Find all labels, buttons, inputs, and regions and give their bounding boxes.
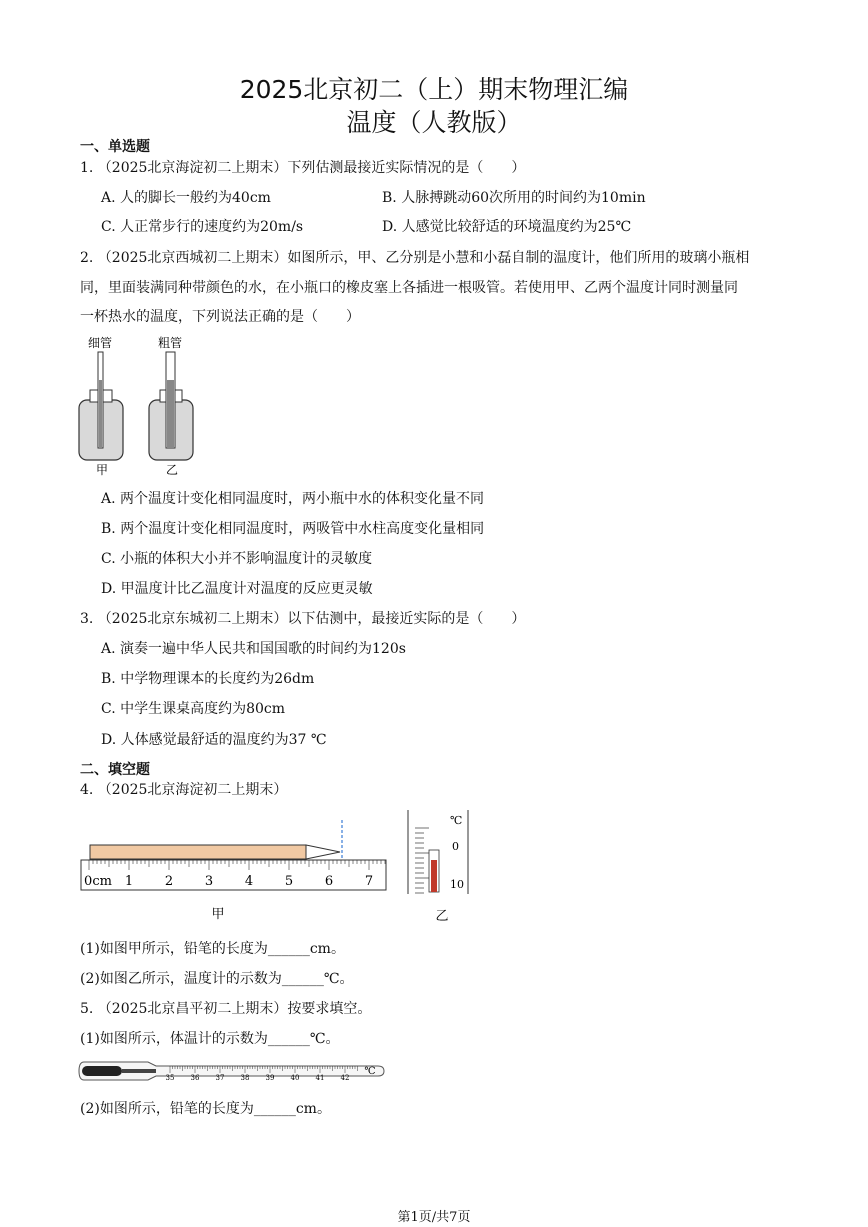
fig-label-jia: 甲 bbox=[211, 907, 225, 922]
q2-stem-line3: 一杯热水的温度，下列说法正确的是（ ） bbox=[80, 309, 360, 325]
q1-option-c: C. 人正常步行的速度约为20m/s bbox=[101, 219, 304, 235]
clinical-label: 41 bbox=[315, 1074, 325, 1082]
q2-option-d: D. 甲温度计比乙温度计对温度的反应更灵敏 bbox=[101, 581, 373, 597]
bottle-jia bbox=[79, 352, 123, 460]
ruler-label: 6 bbox=[324, 874, 334, 889]
q4-stem: 4. （2025北京海淀初二上期末） bbox=[80, 782, 288, 798]
q3-stem: 3. （2025北京东城初二上期末）以下估测中，最接近实际的是（ ） bbox=[80, 611, 526, 627]
q2-stem-line1: 2. （2025北京西城初二上期末）如图所示，甲、乙分别是小慧和小磊自制的温度计，他们所用的玻璃小瓶相 bbox=[80, 250, 750, 266]
q3-option-b: B. 中学物理课本的长度约为26dm bbox=[101, 671, 315, 687]
label-thin-tube: 细管 bbox=[87, 336, 113, 350]
clinical-label: 37 bbox=[215, 1074, 225, 1082]
label-yi: 乙 bbox=[165, 463, 179, 477]
pencil-body bbox=[90, 845, 306, 859]
q4-ruler-figure bbox=[78, 818, 390, 928]
clinical-label: 42 bbox=[340, 1074, 350, 1082]
label-jia: 甲 bbox=[95, 463, 109, 477]
q3-option-d: D. 人体感觉最舒适的温度约为37 ℃ bbox=[101, 732, 327, 748]
bottle-yi bbox=[149, 352, 193, 460]
ruler-label: 2 bbox=[164, 874, 174, 889]
thermometer-ticks bbox=[415, 828, 429, 893]
q1-option-a: A. 人的脚长一般约为40cm bbox=[101, 190, 271, 206]
thermometer-unit: ℃ bbox=[450, 814, 463, 827]
q2-stem-line2: 同，里面装满同种带颜色的水，在小瓶口的橡皮塞上各插进一根吸管。若使用甲、乙两个温度计同时测量同 bbox=[80, 280, 738, 296]
q2-figure bbox=[75, 330, 205, 478]
q5-stem: 5. （2025北京昌平初二上期末）按要求填空。 bbox=[80, 1001, 372, 1017]
fig-label-yi: 乙 bbox=[435, 909, 449, 924]
ruler-label: 5 bbox=[284, 874, 294, 889]
thermometer-label-0: 0 bbox=[452, 840, 459, 853]
q5-clinical-thermometer bbox=[78, 1056, 386, 1086]
clinical-label: 38 bbox=[240, 1074, 250, 1082]
page-footer: 第1页/共7页 bbox=[397, 1210, 471, 1225]
q1-option-b: B. 人脉搏跳动60次所用的时间约为10min bbox=[382, 190, 646, 206]
q4-thermometer-figure bbox=[405, 808, 485, 930]
clinical-label: 35 bbox=[165, 1074, 175, 1082]
clinical-label: 40 bbox=[290, 1074, 300, 1082]
section-single-choice: 一、单选题 bbox=[80, 139, 150, 155]
q5-sub2: (2)如图所示，铅笔的长度为______cm。 bbox=[80, 1101, 331, 1117]
ruler-label: 3 bbox=[204, 874, 214, 889]
section-fill-blank: 二、填空题 bbox=[80, 762, 150, 778]
page-title: 2025北京初二（上）期末物理汇编 bbox=[239, 75, 629, 104]
q4-sub1: (1)如图甲所示，铅笔的长度为______cm。 bbox=[80, 941, 345, 957]
label-thick-tube: 粗管 bbox=[157, 336, 183, 350]
q2-option-b: B. 两个温度计变化相同温度时，两吸管中水柱高度变化量相同 bbox=[101, 521, 485, 537]
q5-sub1: (1)如图所示，体温计的示数为______℃。 bbox=[80, 1031, 340, 1047]
q3-option-c: C. 中学生课桌高度约为80cm bbox=[101, 701, 286, 717]
ruler-label: 4 bbox=[244, 874, 254, 889]
clinical-label: 36 bbox=[190, 1074, 200, 1082]
thermometer-label-10: 10 bbox=[450, 878, 464, 891]
thermometer-liquid bbox=[431, 860, 437, 892]
ruler-label: 0cm bbox=[84, 874, 112, 889]
ruler-label: 7 bbox=[364, 874, 374, 889]
q1-stem: 1. （2025北京海淀初二上期末）下列估测最接近实际情况的是（ ） bbox=[80, 160, 526, 176]
q2-option-c: C. 小瓶的体积大小并不影响温度计的灵敏度 bbox=[101, 551, 373, 567]
q3-option-a: A. 演奏一遍中华人民共和国国歌的时间约为120s bbox=[101, 641, 406, 657]
q4-sub2: (2)如图乙所示，温度计的示数为______℃。 bbox=[80, 971, 354, 987]
mercury-column bbox=[122, 1069, 156, 1073]
q2-option-a: A. 两个温度计变化相同温度时，两小瓶中水的体积变化量不同 bbox=[101, 491, 485, 507]
page-subtitle: 温度（人教版） bbox=[346, 108, 522, 137]
q1-option-d: D. 人感觉比较舒适的环境温度约为25℃ bbox=[382, 219, 632, 235]
clinical-label: 39 bbox=[265, 1074, 275, 1082]
ruler-label: 1 bbox=[124, 874, 134, 889]
mercury-bulb bbox=[82, 1066, 122, 1076]
clinical-unit: ℃ bbox=[364, 1066, 376, 1077]
pencil-tip bbox=[306, 845, 340, 859]
